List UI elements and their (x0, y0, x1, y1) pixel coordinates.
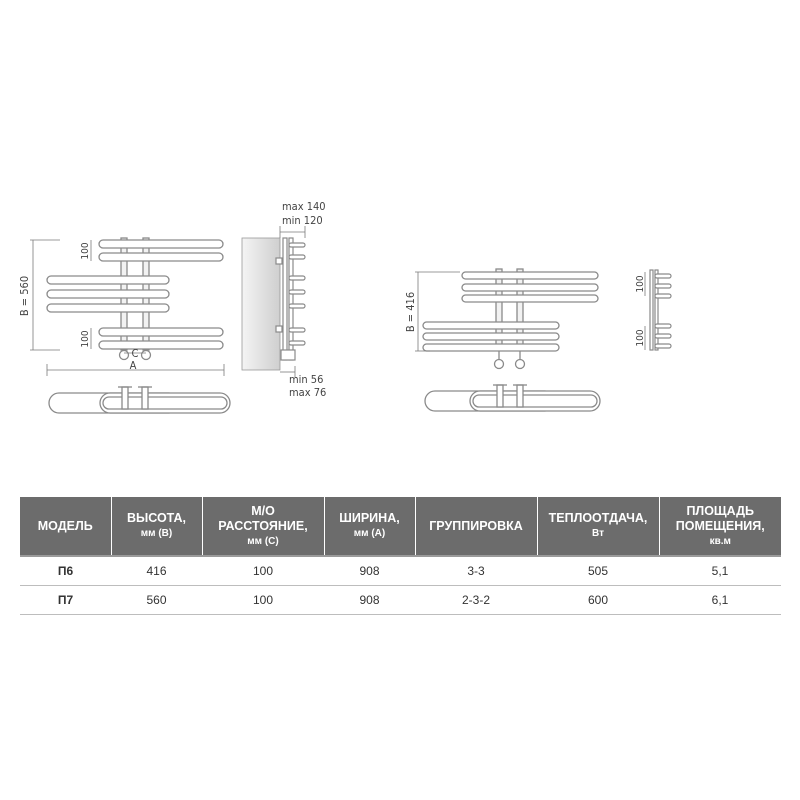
header-grouping (415, 497, 537, 556)
side-max-depth-label: max 140 (282, 200, 326, 213)
p6-spacing-top-label: 100 (635, 275, 646, 293)
cell-heat-output: 600 (537, 586, 659, 615)
p6-side-view (645, 270, 671, 350)
side-min-offset-label: min 56 (289, 373, 324, 386)
p6-height-label: B = 416 (404, 291, 417, 333)
header-height (111, 497, 202, 556)
header-heat-output (537, 497, 659, 556)
cell-model: П7 (20, 586, 111, 615)
p7-spacing-label: C (131, 347, 139, 360)
side-view (242, 226, 305, 378)
side-min-depth-label: min 120 (282, 214, 323, 227)
cell-spacing: 100 (202, 586, 324, 615)
cell-grouping: 3-3 (415, 556, 537, 586)
header-label: М/О РАССТОЯНИЕ, (218, 503, 308, 533)
header-label: МОДЕЛЬ (37, 518, 93, 533)
header-spacing (202, 497, 324, 556)
cell-width: 908 (324, 586, 415, 615)
header-width (324, 497, 415, 556)
header-unit: кв.м (709, 535, 731, 547)
header-label: ВЫСОТА, (126, 511, 187, 525)
header-room-area (659, 497, 781, 556)
p7-height-label: B = 560 (18, 275, 31, 317)
p6-front-view (423, 269, 598, 369)
cell-grouping: 2-3-2 (415, 586, 537, 615)
p6-top-view (425, 385, 600, 411)
p7-spacing-top-label: 100 (80, 242, 91, 260)
cell-heat-output: 505 (537, 556, 659, 586)
p7-front-view (47, 238, 223, 360)
header-unit: Вт (592, 528, 604, 539)
cell-height: 416 (111, 556, 202, 586)
table-row (20, 556, 781, 586)
header-model (20, 497, 111, 556)
header-label: ПЛОЩАДЬ ПОМЕЩЕНИЯ, (675, 503, 765, 533)
specification-table (20, 497, 781, 615)
cell-spacing: 100 (202, 556, 324, 586)
side-max-offset-label: max 76 (289, 386, 327, 399)
table-header-row (20, 497, 781, 556)
cell-width: 908 (324, 556, 415, 586)
cell-height: 560 (111, 586, 202, 615)
p6-spacing-bottom-label: 100 (635, 329, 646, 347)
header-label: ТЕПЛООТДАЧА, (548, 511, 648, 525)
table-row (20, 586, 781, 615)
cell-room-area: 6,1 (659, 586, 781, 615)
header-label: ШИРИНА, (339, 511, 400, 525)
header-unit: мм (А) (353, 528, 386, 539)
header-unit: мм (В) (140, 528, 173, 539)
p7-spacing-bottom-label: 100 (80, 330, 91, 348)
cell-room-area: 5,1 (659, 556, 781, 586)
cell-model: П6 (20, 556, 111, 586)
header-label: ГРУППИРОВКА (429, 518, 523, 533)
p7-top-view (49, 387, 230, 413)
p7-width-label: A (129, 359, 137, 372)
header-unit: мм (С) (247, 535, 279, 547)
